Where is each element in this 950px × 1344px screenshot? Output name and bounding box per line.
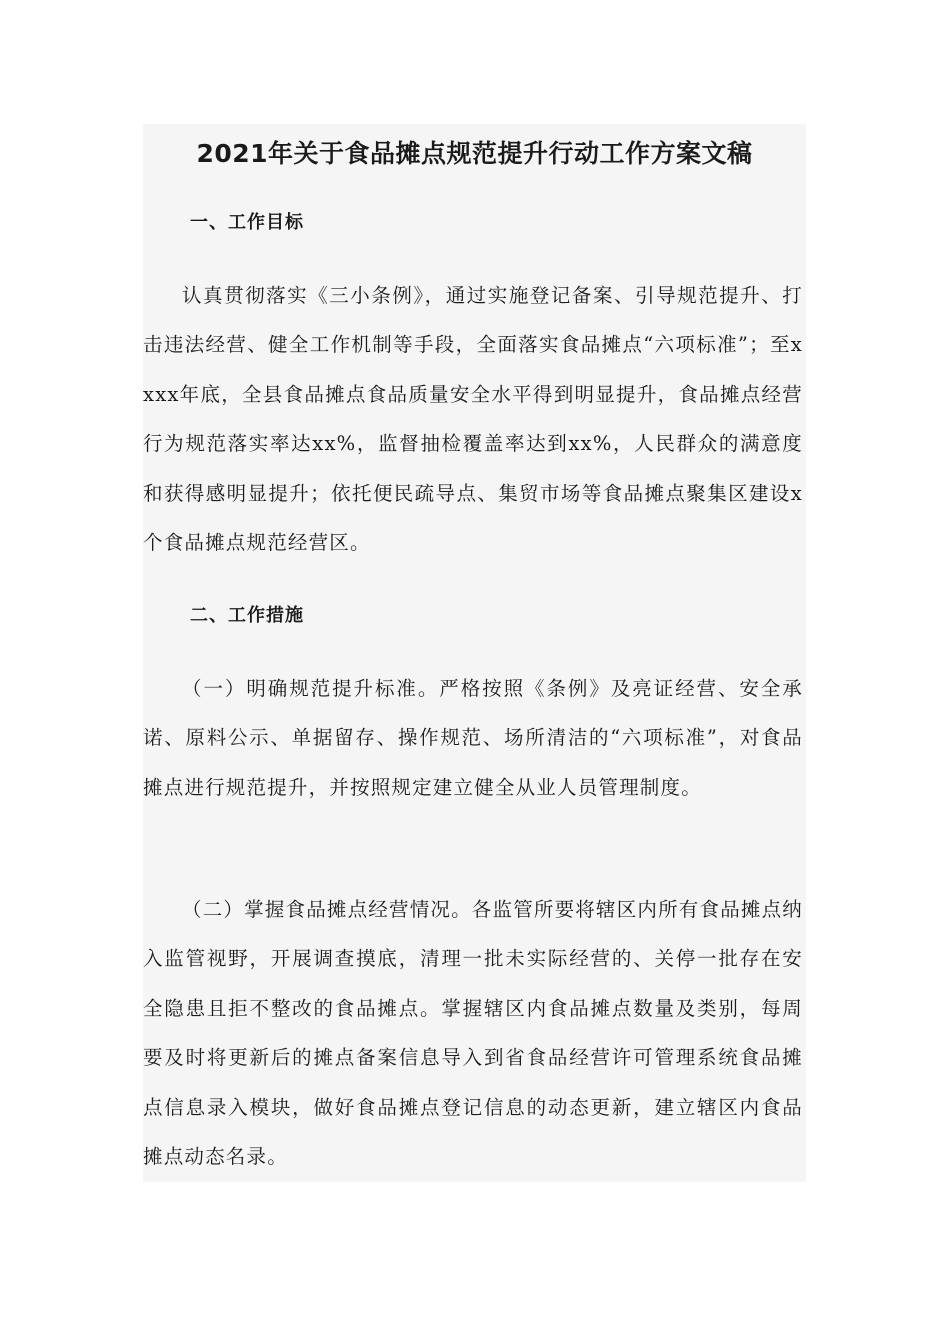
document-title: 2021年关于食品摊点规范提升行动工作方案文稿 — [196, 139, 753, 168]
section-heading-measures: 二、工作措施 — [190, 605, 304, 626]
paragraph-measure-1: （一）明确规范提升标准。严格按照《条例》及亮证经营、安全承诺、原料公示、单据留存、操作规范、场所清洁的“六项标准”，对食品摊点进行规范提升，并按照规定建立健全从业人员管理制度。 — [143, 677, 803, 799]
paragraph-goals: 认真贯彻落实《三小条例》，通过实施登记备案、引导规范提升、打击违法经营、健全工作机制等手段，全面落实食品摊点“六项标准”；至xxxx年底，全县食品摊点食品质量安全水平得到明显提升，食品摊点经营行为规范落实率达xx%，监督抽检覆盖率达到xx%，人民群众的满意度和获得感明显提升；依托便民疏导点、集贸市场等食品摊点聚集区建设x个食品摊点规范经营区。 — [143, 284, 803, 555]
section-heading-goals: 一、工作目标 — [190, 212, 304, 233]
paragraph-measure-2: （二）掌握食品摊点经营情况。各监管所要将辖区内所有食品摊点纳入监管视野，开展调查摸底，清理一批未实际经营的、关停一批存在安全隐患且拒不整改的食品摊点。掌握辖区内食品摊点数量及类别，每周要及时将更新后的摊点备案信息导入到省食品经营许可管理系统食品摊点信息录入模块，做好食品摊点登记信息的动态更新，建立辖区内食品摊点动态名录。 — [143, 898, 804, 1169]
